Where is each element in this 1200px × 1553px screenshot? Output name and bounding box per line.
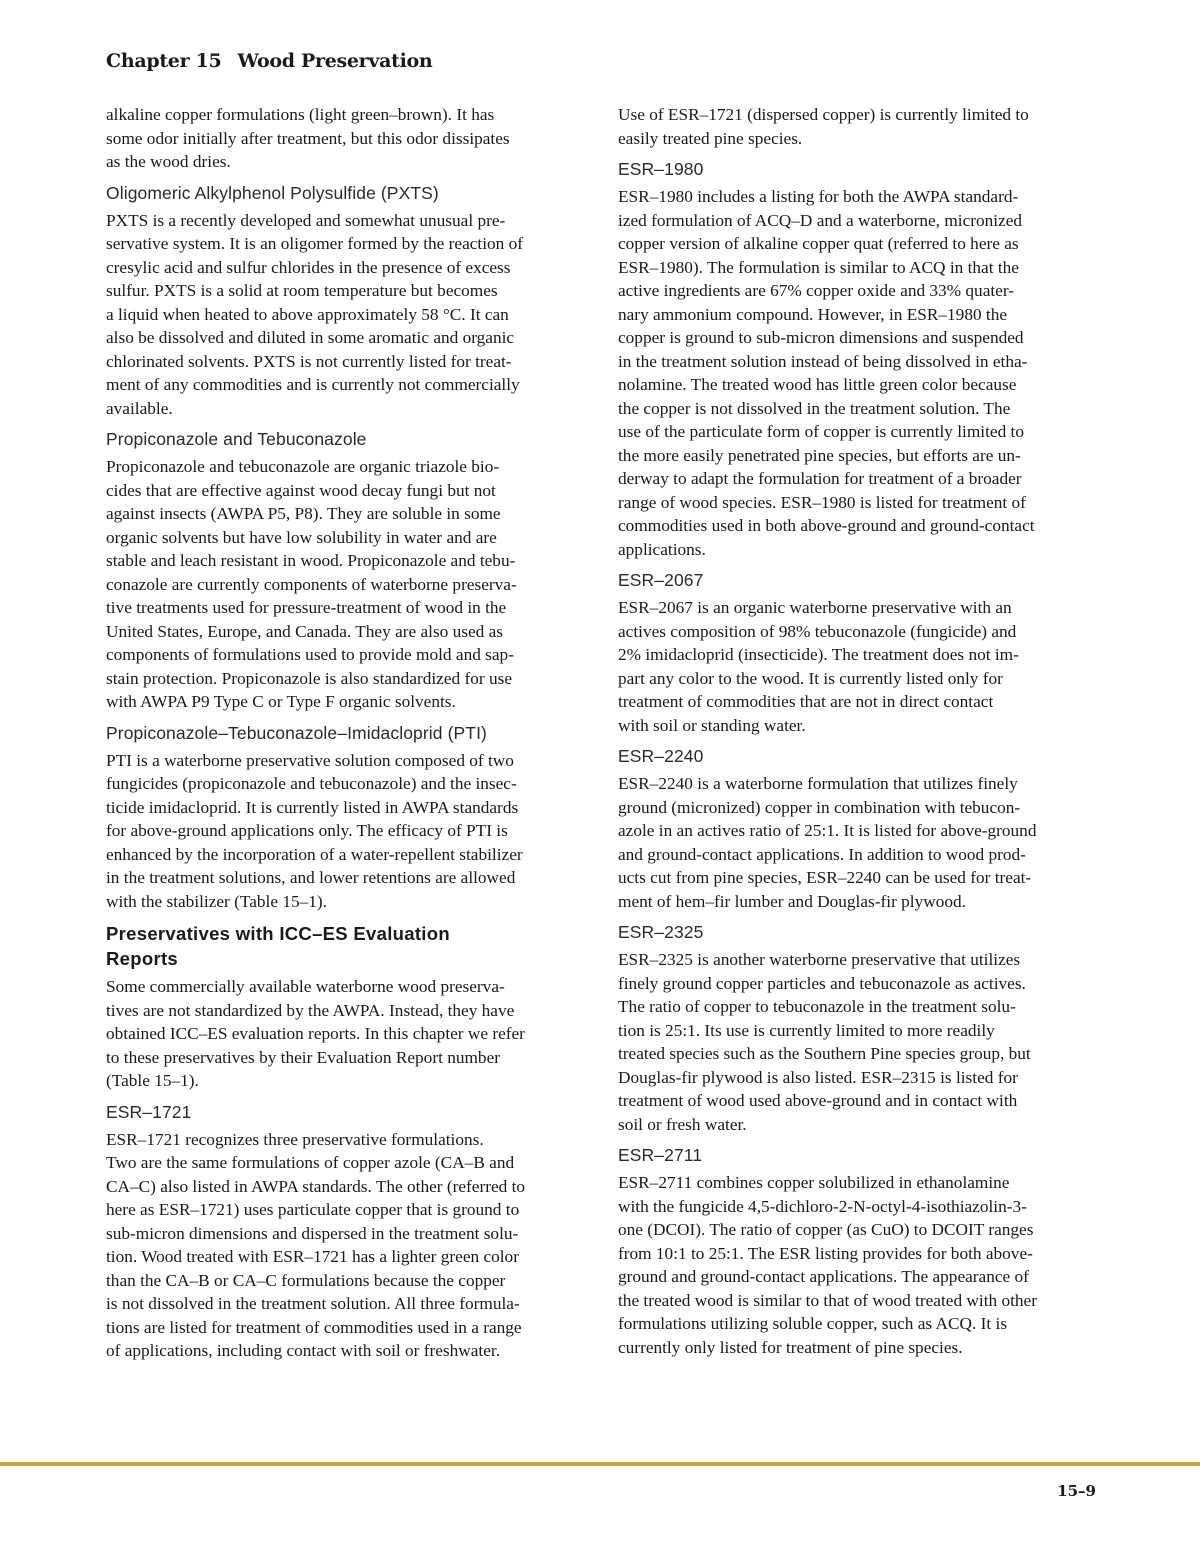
text-line: nolamine. The treated wood has little green color because xyxy=(618,375,1017,394)
text-line: The ratio of copper to tebuconazole in the treatment solu- xyxy=(618,997,1016,1016)
text-line: ESR–2711 combines copper solubilized in ethanolamine xyxy=(618,1173,1010,1192)
text-line: currently only listed for treatment of pine species. xyxy=(618,1337,963,1357)
text-line: applications. xyxy=(618,539,706,559)
text-line: PXTS is a recently developed and somewhat unusual pre- xyxy=(106,210,506,230)
page-number: 15–9 xyxy=(1057,1482,1096,1500)
text-line: treatment of commodities that are not in direct contact xyxy=(618,692,994,711)
text-line: is not dissolved in the treatment solution. All three formula- xyxy=(106,1294,520,1313)
text-line: conazole are currently components of waterborne preserva- xyxy=(106,574,517,594)
text-line: with AWPA P9 Type C or Type F organic solvents. xyxy=(106,692,456,711)
text-line: ESR–2325 is another waterborne preservative that utilizes xyxy=(618,950,1021,969)
text-line: Preservatives with ICC–ES Evaluation xyxy=(106,923,450,944)
text-line: treated species such as the Southern Pine species group, but xyxy=(618,1044,1031,1063)
section-heading: Propiconazole and Tebuconazole xyxy=(106,429,367,449)
text-line: Propiconazole and tebuconazole are organic triazole bio- xyxy=(106,457,500,476)
paragraph xyxy=(106,103,584,174)
chapter-number: Chapter 15 xyxy=(106,50,222,72)
text-line: enhanced by the incorporation of a water-repellent stabilizer xyxy=(106,844,523,864)
text-line: active ingredients are 67% copper oxide and 33% quater- xyxy=(618,281,1015,300)
text-line: use of the particulate form of copper is currently limited to xyxy=(618,422,1024,441)
paragraph xyxy=(618,948,1096,1136)
text-line: actives composition of 98% tebuconazole (fungicide) and xyxy=(618,621,1017,641)
section-heading: ESR–2240 xyxy=(618,746,704,766)
text-line: from 10:1 to 25:1. The ESR listing provides for both above- xyxy=(618,1243,1033,1263)
text-line: PTI is a waterborne preservative solution composed of two xyxy=(106,750,514,770)
paragraph xyxy=(106,1128,584,1363)
text-line: cides that are effective against wood decay fungi but not xyxy=(106,480,496,500)
text-line: for above-ground applications only. The efficacy of PTI is xyxy=(106,821,508,840)
text-line: United States, Europe, and Canada. They are also used as xyxy=(106,621,504,641)
text-line: copper version of alkaline copper quat (referred to here as xyxy=(618,234,1019,253)
text-line: cresylic acid and sulfur chlorides in the presence of excess xyxy=(106,257,511,277)
text-line: CA–C) also listed in AWPA standards. The other (referred to xyxy=(106,1176,526,1196)
text-line: some odor initially after treatment, but this odor dissipates xyxy=(106,128,510,148)
paragraph xyxy=(618,772,1096,913)
text-line: servative system. It is an oligomer formed by the reaction of xyxy=(106,234,524,253)
text-line: ground and ground-contact applications. The appearance of xyxy=(618,1267,1029,1286)
text-line: stain protection. Propiconazole is also standardized for use xyxy=(106,668,512,688)
text-line: copper is ground to sub-micron dimensions and suspended xyxy=(618,328,1024,347)
text-line: of applications, including contact with soil or freshwater. xyxy=(106,1341,501,1360)
text-line: ment of hem–fir lumber and Douglas-fir plywood. xyxy=(618,891,966,911)
paragraph xyxy=(618,103,1096,150)
text-line: soil or fresh water. xyxy=(618,1114,747,1134)
text-line: one (DCOI). The ratio of copper (as CuO) to DCOIT ranges xyxy=(618,1220,1034,1239)
text-line: as the wood dries. xyxy=(106,152,231,171)
text-line: tive treatments used for pressure-treatment of wood in the xyxy=(106,598,507,617)
footer-rule xyxy=(0,1462,1200,1466)
right-column xyxy=(618,103,1096,1367)
text-line: treatment of wood used above-ground and in contact with xyxy=(618,1091,1018,1110)
text-line: also be dissolved and diluted in some aromatic and organic xyxy=(106,328,515,347)
section-heading: ESR–2067 xyxy=(618,570,704,590)
text-line: ESR–1721 recognizes three preservative formulations. xyxy=(106,1129,484,1149)
text-line: with the fungicide 4,5-dichloro-2-N-octyl-4-isothiazolin-3- xyxy=(618,1196,1027,1216)
section-heading: ESR–2711 xyxy=(618,1145,703,1165)
text-line: ESR–1980 includes a listing for both the AWPA standard- xyxy=(618,187,1019,206)
text-line: ground (micronized) copper in combination with tebucon- xyxy=(618,797,1021,817)
text-line: range of wood species. ESR–1980 is listed for treatment of xyxy=(618,492,1026,512)
text-line: ized formulation of ACQ–D and a waterborne, micronized xyxy=(618,210,1023,230)
section-heading: ESR–2325 xyxy=(618,922,704,942)
running-head xyxy=(106,50,432,72)
text-line: organic solvents but have low solubility in water and are xyxy=(106,527,497,547)
text-line: finely ground copper particles and tebuconazole as actives. xyxy=(618,973,1026,993)
paragraph xyxy=(106,975,584,1093)
text-line: obtained ICC–ES evaluation reports. In this chapter we refer xyxy=(106,1024,525,1043)
text-line: the more easily penetrated pine species, but efforts are un- xyxy=(618,445,1021,465)
text-line: tions are listed for treatment of commodities used in a range xyxy=(106,1317,522,1337)
text-line: Douglas-fir plywood is also listed. ESR–2315 is listed for xyxy=(618,1067,1018,1087)
text-line: commodities used in both above-ground and ground-contact xyxy=(618,516,1035,535)
text-line: a liquid when heated to above approximately 58 °C. It can xyxy=(106,304,509,324)
paragraph xyxy=(618,1171,1096,1359)
chapter-title: Wood Preservation xyxy=(237,50,433,72)
text-line: than the CA–B or CA–C formulations because the copper xyxy=(106,1270,506,1290)
text-line: Use of ESR–1721 (dispersed copper) is currently limited to xyxy=(618,105,1029,124)
text-line: in the treatment solutions, and lower retentions are allowed xyxy=(106,868,516,887)
text-line: ticide imidacloprid. It is currently listed in AWPA standards xyxy=(106,797,519,817)
text-line: here as ESR–1721) uses particulate copper that is ground to xyxy=(106,1200,520,1219)
text-line: and ground-contact applications. In addition to wood prod- xyxy=(618,844,1026,864)
text-line: tion. Wood treated with ESR–1721 has a lighter green color xyxy=(106,1247,519,1266)
text-line: the treated wood is similar to that of wood treated with other xyxy=(618,1290,1037,1310)
text-line: fungicides (propiconazole and tebuconazole) and the insec- xyxy=(106,774,517,793)
text-line: alkaline copper formulations (light green–brown). It has xyxy=(106,105,495,124)
text-line: ucts cut from pine species, ESR–2240 can be used for treat- xyxy=(618,868,1032,887)
section-heading: ESR–1980 xyxy=(618,159,704,179)
major-heading xyxy=(106,921,584,971)
text-line: part any color to the wood. It is currently listed only for xyxy=(618,668,1003,688)
text-line: ment of any commodities and is currently not commercially xyxy=(106,375,520,394)
text-line: ESR–2067 is an organic waterborne preservative with an xyxy=(618,598,1012,617)
text-line: in the treatment solution instead of being dissolved in etha- xyxy=(618,351,1028,371)
text-line: against insects (AWPA P5, P8). They are soluble in some xyxy=(106,504,501,523)
text-line: chlorinated solvents. PXTS is not currently listed for treat- xyxy=(106,351,512,371)
paragraph xyxy=(106,455,584,714)
text-line: tion is 25:1. Its use is currently limited to more readily xyxy=(618,1020,995,1040)
section-heading: Propiconazole–Tebuconazole–Imidacloprid (PTI) xyxy=(106,722,487,743)
text-line: ESR–2240 is a waterborne formulation that utilizes finely xyxy=(618,774,1018,793)
text-line: components of formulations used to provide mold and sap- xyxy=(106,645,514,664)
text-line: Reports xyxy=(106,948,178,969)
text-line: azole in an actives ratio of 25:1. It is listed for above-ground xyxy=(618,821,1037,840)
section-heading: ESR–1721 xyxy=(106,1101,192,1122)
paragraph xyxy=(618,596,1096,737)
left-column xyxy=(106,103,584,1371)
text-line: formulations utilizing soluble copper, such as ACQ. It is xyxy=(618,1314,1008,1333)
text-line: with soil or standing water. xyxy=(618,715,806,735)
section-heading: Oligomeric Alkylphenol Polysulfide (PXTS) xyxy=(106,182,439,203)
text-line: sub-micron dimensions and dispersed in the treatment solu- xyxy=(106,1223,519,1243)
text-line: available. xyxy=(106,398,173,418)
text-line: Some commercially available waterborne wood preserva- xyxy=(106,977,505,996)
text-line: derway to adapt the formulation for treatment of a broader xyxy=(618,469,1022,488)
text-line: nary ammonium compound. However, in ESR–1980 the xyxy=(618,304,1008,324)
paragraph xyxy=(106,209,584,421)
text-line: ESR–1980). The formulation is similar to ACQ in that the xyxy=(618,257,1019,277)
paragraph xyxy=(106,749,584,914)
text-line: easily treated pine species. xyxy=(618,128,803,148)
text-line: to these preservatives by their Evaluation Report number xyxy=(106,1047,500,1067)
text-line: Two are the same formulations of copper azole (CA–B and xyxy=(106,1153,515,1172)
text-line: the copper is not dissolved in the treatment solution. The xyxy=(618,398,1011,418)
text-line: tives are not standardized by the AWPA. Instead, they have xyxy=(106,1000,515,1020)
text-line: stable and leach resistant in wood. Propiconazole and tebu- xyxy=(106,551,516,570)
text-line: 2% imidacloprid (insecticide). The treatment does not im- xyxy=(618,645,1019,664)
text-line: with the stabilizer (Table 15–1). xyxy=(106,891,327,911)
text-line: sulfur. PXTS is a solid at room temperature but becomes xyxy=(106,281,498,300)
paragraph xyxy=(618,185,1096,561)
text-line: (Table 15–1). xyxy=(106,1071,199,1090)
